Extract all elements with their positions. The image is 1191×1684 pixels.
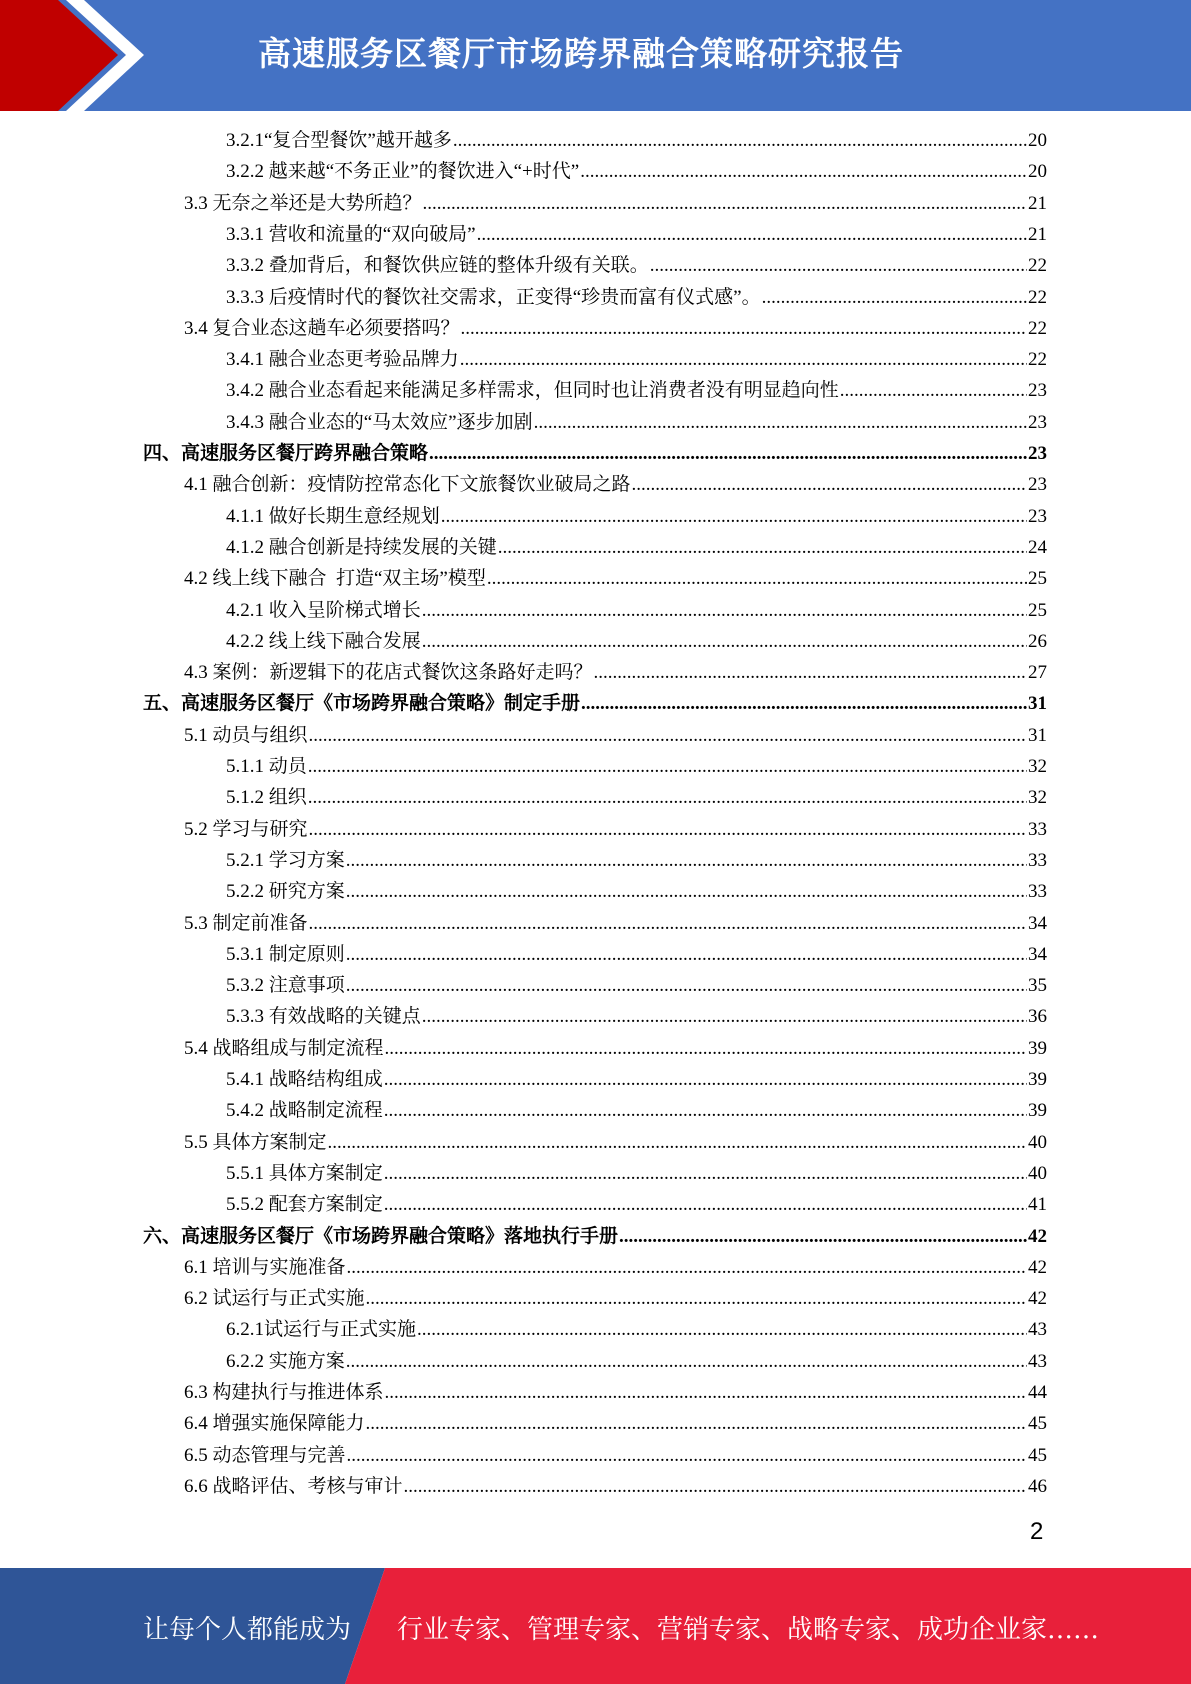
toc-entry-number: 3.2.2: [226, 161, 269, 183]
toc-entry-title: 试运行与正式实施: [264, 1319, 417, 1341]
toc-entry-number: 5.2.1: [226, 849, 269, 871]
toc-entry[interactable]: [184, 313, 1047, 344]
toc-entry-title: 注意事项: [268, 975, 345, 997]
toc-entry-page: 39: [1028, 1069, 1047, 1090]
toc-entry[interactable]: [226, 501, 1047, 532]
toc-dot-leader: [404, 1471, 1027, 1502]
toc-entry-page: 34: [1028, 912, 1047, 934]
toc-entry-number: 5.1.1: [226, 756, 269, 777]
toc-entry-title: 学习方案: [268, 849, 345, 871]
toc-entry-title: 动员与组织: [212, 724, 308, 746]
toc-entry[interactable]: [226, 626, 1047, 657]
toc-entry-number: 六、: [143, 1225, 182, 1247]
toc-entry-number: 5.5.2: [226, 1194, 269, 1216]
toc-entry-title: 线上线下融合发展: [268, 630, 421, 652]
toc-entry-number: 6.2.1: [226, 1319, 264, 1341]
toc-entry[interactable]: [226, 156, 1047, 187]
toc-entry[interactable]: [226, 250, 1047, 281]
toc-dot-leader: [366, 1283, 1027, 1314]
toc-entry-page: 46: [1028, 1475, 1047, 1497]
footer-slogan-left: 让每个人都能成为: [143, 1615, 352, 1645]
toc-entry-page: 45: [1028, 1413, 1047, 1435]
toc-dot-leader: [346, 939, 1027, 970]
toc-entry-page: 22: [1028, 349, 1047, 371]
toc-entry[interactable]: [184, 1127, 1047, 1158]
toc-dot-leader: [308, 782, 1027, 813]
toc-entry-page: 39: [1028, 1100, 1047, 1122]
toc-entry-page: 21: [1028, 223, 1047, 245]
toc-entry-title: 配套方案制定: [268, 1194, 383, 1216]
toc-entry[interactable]: [226, 1158, 1047, 1189]
toc-dot-leader: [453, 125, 1027, 156]
toc-entry-page: 23: [1028, 443, 1047, 464]
toc-dot-leader: [477, 219, 1027, 250]
toc-entry-title: 营收和流量的“双向破局”: [268, 223, 476, 245]
toc-entry-number: 5.2.2: [226, 881, 269, 903]
toc-entry-page: 42: [1028, 1225, 1047, 1247]
toc-entry[interactable]: [226, 375, 1047, 406]
toc-entry-title: 研究方案: [268, 881, 345, 903]
toc-entry[interactable]: [226, 125, 1047, 156]
toc-dot-leader: [346, 970, 1027, 1001]
toc-entry-title: 案例：新逻辑下的花店式餐饮这条路好走吗？: [212, 662, 593, 684]
toc-dot-leader: [460, 344, 1027, 375]
toc-dot-leader: [762, 282, 1027, 313]
toc-entry-title: 具体方案制定: [212, 1131, 327, 1153]
toc-dot-leader: [346, 876, 1027, 907]
toc-entry-page: 36: [1028, 1006, 1047, 1028]
toc-dot-leader: [422, 595, 1027, 626]
toc-entry-number: 6.5: [184, 1444, 213, 1466]
toc-entry-page: 26: [1028, 630, 1047, 652]
toc-entry-number: 5.4: [184, 1037, 213, 1059]
toc-entry-number: 3.2.1: [226, 130, 264, 151]
toc-entry-title: 有效战略的关键点: [268, 1006, 421, 1028]
toc-entry-page: 23: [1028, 380, 1047, 402]
toc-entry-number: 5.1.2: [226, 787, 269, 809]
toc-dot-leader: [308, 751, 1027, 782]
toc-dot-leader: [346, 845, 1027, 876]
toc-entry-page: 23: [1028, 505, 1047, 527]
toc-dot-leader: [309, 814, 1027, 845]
toc-dot-leader: [423, 188, 1027, 219]
toc-dot-leader: [619, 1221, 1027, 1252]
toc-entry[interactable]: [226, 1189, 1047, 1220]
toc-entry[interactable]: [143, 1221, 1047, 1252]
toc-entry-page: 22: [1028, 255, 1047, 277]
toc-entry-number: 3.3.2: [226, 255, 269, 277]
toc-dot-leader: [384, 1095, 1027, 1126]
toc-dot-leader: [498, 532, 1027, 563]
toc-dot-leader: [580, 156, 1027, 187]
toc-entry-title: 做好长期生意经规划: [268, 505, 440, 527]
toc-entry-number: 5.3.1: [226, 943, 269, 965]
toc-entry-number: 3.4.3: [226, 411, 269, 433]
toc-entry[interactable]: [226, 595, 1047, 626]
toc-entry-number: 4.2.2: [226, 630, 269, 652]
toc-entry-title: 构建执行与推进体系: [212, 1382, 384, 1403]
toc-dot-leader: [422, 626, 1027, 657]
toc-dot-leader: [328, 1127, 1027, 1158]
toc-dot-leader: [346, 1346, 1027, 1377]
toc-dot-leader: [650, 250, 1027, 281]
toc-entry-title: 战略制定流程: [268, 1100, 383, 1122]
toc-entry-page: 41: [1028, 1194, 1047, 1216]
toc-entry[interactable]: [226, 1346, 1047, 1377]
chevron-logo-icon: [0, 0, 160, 111]
toc-entry-number: 6.2: [184, 1288, 213, 1310]
toc-entry-page: 27: [1028, 662, 1047, 684]
toc-entry-number: 3.4.2: [226, 380, 269, 402]
toc-entry-number: 5.5: [184, 1131, 213, 1153]
toc-entry-title: 制定原则: [268, 943, 345, 965]
toc-entry[interactable]: [184, 814, 1047, 845]
toc-entry[interactable]: [226, 532, 1047, 563]
toc-entry-title: 越来越“不务正业”的餐饮进入“+时代”: [268, 161, 580, 183]
toc-entry-title: 高速服务区餐厅跨界融合策略: [181, 443, 429, 464]
toc-entry-page: 40: [1028, 1162, 1047, 1184]
toc-dot-leader: [366, 1408, 1027, 1439]
toc-entry-number: 五、: [143, 693, 182, 715]
toc-entry-number: 5.1: [184, 724, 213, 746]
toc-entry[interactable]: [143, 438, 1047, 469]
toc-dot-leader: [347, 1440, 1027, 1471]
toc-entry-page: 20: [1028, 130, 1047, 151]
toc-dot-leader: [534, 407, 1027, 438]
toc-dot-leader: [581, 688, 1027, 719]
toc-entry[interactable]: [184, 188, 1047, 219]
toc-entry-title: 实施方案: [268, 1350, 345, 1372]
toc-entry[interactable]: [184, 563, 1047, 594]
toc-entry-page: 32: [1028, 756, 1047, 777]
toc-dot-leader: [384, 1158, 1027, 1189]
toc-dot-leader: [384, 1189, 1027, 1220]
toc-entry-title: 战略评估、考核与审计: [212, 1475, 403, 1497]
toc-entry-number: 4.2.1: [226, 599, 269, 621]
page-number: 2: [1030, 1518, 1044, 1545]
toc-dot-leader: [422, 1001, 1027, 1032]
toc-entry-page: 31: [1028, 724, 1047, 746]
toc-entry-number: 4.2: [184, 568, 213, 590]
toc-entry[interactable]: [184, 1471, 1047, 1502]
toc-entry[interactable]: [226, 1064, 1047, 1095]
toc-entry-title: 具体方案制定: [268, 1162, 383, 1184]
toc-dot-leader: [384, 1064, 1027, 1095]
toc-entry[interactable]: [184, 1033, 1047, 1064]
toc-entry-page: 33: [1028, 849, 1047, 871]
toc-entry-page: 34: [1028, 943, 1047, 965]
toc-entry-title: 融合创新：疫情防控常态化下文旅餐饮业破局之路: [212, 474, 631, 496]
toc-entry[interactable]: [184, 1252, 1047, 1283]
report-title: 高速服务区餐厅市场跨界融合策略研究报告: [258, 34, 904, 73]
toc-dot-leader: [309, 908, 1027, 939]
toc-entry-title: 叠加背后，和餐饮供应链的整体升级有关联。: [268, 255, 649, 277]
toc-entry-number: 3.4: [184, 317, 213, 339]
toc-entry-page: 21: [1028, 192, 1047, 214]
toc-dot-leader: [347, 1252, 1027, 1283]
toc-entry[interactable]: [226, 751, 1047, 782]
toc-dot-leader: [840, 375, 1027, 406]
footer-slogan-right: 行业专家、管理专家、营销专家、战略专家、成功企业家……: [397, 1615, 1100, 1645]
toc-entry-page: 43: [1028, 1319, 1047, 1341]
page-footer: [0, 1568, 1191, 1684]
toc-entry[interactable]: [226, 407, 1047, 438]
toc-entry-page: 22: [1028, 286, 1047, 308]
toc-dot-leader: [309, 720, 1027, 751]
toc-entry[interactable]: [226, 1095, 1047, 1126]
toc-entry-page: 24: [1028, 536, 1047, 558]
toc-dot-leader: [429, 438, 1027, 469]
toc-entry-title: 融合创新是持续发展的关键: [268, 536, 497, 558]
toc-entry-title: 制定前准备: [212, 912, 308, 934]
toc-entry-number: 4.1.2: [226, 536, 269, 558]
toc-entry[interactable]: [226, 219, 1047, 250]
toc-entry-title: 线上线下融合 打造“双主场”模型: [212, 568, 486, 590]
toc-entry-number: 6.6: [184, 1475, 213, 1497]
toc-entry-number: 6.1: [184, 1256, 213, 1278]
toc-entry[interactable]: [226, 344, 1047, 375]
toc-entry[interactable]: [226, 782, 1047, 813]
toc-entry-title: 试运行与正式实施: [212, 1288, 365, 1310]
toc-entry-page: 25: [1028, 568, 1047, 590]
toc-entry-number: 5.3.3: [226, 1006, 269, 1028]
toc-entry-title: 组织: [268, 787, 307, 809]
toc-dot-leader: [487, 563, 1027, 594]
toc-entry-title: 战略组成与制定流程: [212, 1037, 384, 1059]
toc-entry-title: 复合业态这趟车必须要搭吗？: [212, 317, 460, 339]
toc-entry-number: 5.5.1: [226, 1162, 269, 1184]
toc-entry-number: 4.1: [184, 474, 213, 496]
toc-entry-number: 3.4.1: [226, 349, 269, 371]
toc-entry[interactable]: [184, 720, 1047, 751]
toc-dot-leader: [385, 1377, 1027, 1408]
toc-entry-page: 33: [1028, 881, 1047, 903]
toc-entry[interactable]: [184, 469, 1047, 500]
toc-entry-number: 5.2: [184, 818, 213, 840]
toc-entry-page: 45: [1028, 1444, 1047, 1466]
toc-entry-page: 35: [1028, 975, 1047, 997]
toc-entry-number: 6.2.2: [226, 1350, 269, 1372]
toc-entry-title: 融合业态更考验品牌力: [268, 349, 459, 371]
toc-entry-page: 43: [1028, 1350, 1047, 1372]
toc-entry[interactable]: [226, 970, 1047, 1001]
toc-entry-title: 动态管理与完善: [212, 1444, 346, 1466]
toc-entry[interactable]: [184, 1440, 1047, 1471]
toc-entry[interactable]: [184, 657, 1047, 688]
toc-entry-number: 6.3: [184, 1382, 213, 1403]
toc-entry-page: 33: [1028, 818, 1047, 840]
toc-entry[interactable]: [226, 1001, 1047, 1032]
toc-entry[interactable]: [226, 845, 1047, 876]
toc-entry-number: 5.4.2: [226, 1100, 269, 1122]
toc-dot-leader: [441, 501, 1027, 532]
toc-entry-title: 无奈之举还是大势所趋？: [212, 192, 422, 214]
toc-entry-title: 高速服务区餐厅《市场跨界融合策略》落地执行手册: [181, 1225, 619, 1247]
toc-entry-title: 培训与实施准备: [212, 1256, 346, 1278]
toc-entry[interactable]: [184, 1408, 1047, 1439]
toc-entry-title: 增强实施保障能力: [212, 1413, 365, 1435]
toc-entry-title: 融合业态的“马太效应”逐步加剧: [268, 411, 533, 433]
toc-entry-page: 22: [1028, 317, 1047, 339]
toc-entry-title: 战略结构组成: [268, 1069, 383, 1090]
toc-entry-page: 23: [1028, 411, 1047, 433]
toc-entry-page: 31: [1028, 693, 1047, 715]
toc-entry-number: 5.4.1: [226, 1069, 269, 1090]
toc-entry-page: 44: [1028, 1382, 1047, 1403]
toc-dot-leader: [461, 313, 1027, 344]
toc-entry-number: 4.3: [184, 662, 213, 684]
toc-dot-leader: [385, 1033, 1027, 1064]
toc-entry-title: 后疫情时代的餐饮社交需求，正变得“珍贵而富有仪式感”。: [268, 286, 761, 308]
toc-entry-page: 42: [1028, 1288, 1047, 1310]
toc-dot-leader: [632, 469, 1027, 500]
toc-entry-title: 收入呈阶梯式增长: [268, 599, 421, 621]
toc-entry-title: 学习与研究: [212, 818, 308, 840]
toc-entry[interactable]: [184, 908, 1047, 939]
toc-entry-number: 3.3: [184, 192, 213, 214]
toc-entry-number: 4.1.1: [226, 505, 269, 527]
toc-entry[interactable]: [226, 282, 1047, 313]
toc-entry-page: 23: [1028, 474, 1047, 496]
toc-entry-number: 3.3.1: [226, 223, 269, 245]
toc-entry-number: 四、: [143, 443, 182, 464]
toc-entry-title: 融合业态看起来能满足多样需求，但同时也让消费者没有明显趋向性: [268, 380, 839, 402]
toc-entry-number: 6.4: [184, 1413, 213, 1435]
toc-entry-page: 40: [1028, 1131, 1047, 1153]
toc-entry[interactable]: [184, 1377, 1047, 1408]
toc-entry-number: 5.3: [184, 912, 213, 934]
toc-entry-page: 25: [1028, 599, 1047, 621]
toc-entry[interactable]: [184, 1283, 1047, 1314]
toc-entry-page: 39: [1028, 1037, 1047, 1059]
page-header: [0, 0, 1191, 111]
toc-entry-page: 32: [1028, 787, 1047, 809]
toc-entry-title: “复合型餐饮”越开越多: [264, 130, 452, 151]
toc-entry-number: 3.3.3: [226, 286, 269, 308]
toc-entry[interactable]: [226, 1314, 1047, 1345]
toc-entry-page: 20: [1028, 161, 1047, 183]
toc-entry[interactable]: [226, 939, 1047, 970]
toc-entry-title: 高速服务区餐厅《市场跨界融合策略》制定手册: [181, 693, 581, 715]
toc-dot-leader: [594, 657, 1027, 688]
toc-dot-leader: [417, 1314, 1027, 1345]
toc-entry[interactable]: [143, 688, 1047, 719]
toc-entry-number: 5.3.2: [226, 975, 269, 997]
toc-entry-title: 动员: [268, 756, 307, 777]
toc-entry-page: 42: [1028, 1256, 1047, 1278]
toc-entry[interactable]: [226, 876, 1047, 907]
